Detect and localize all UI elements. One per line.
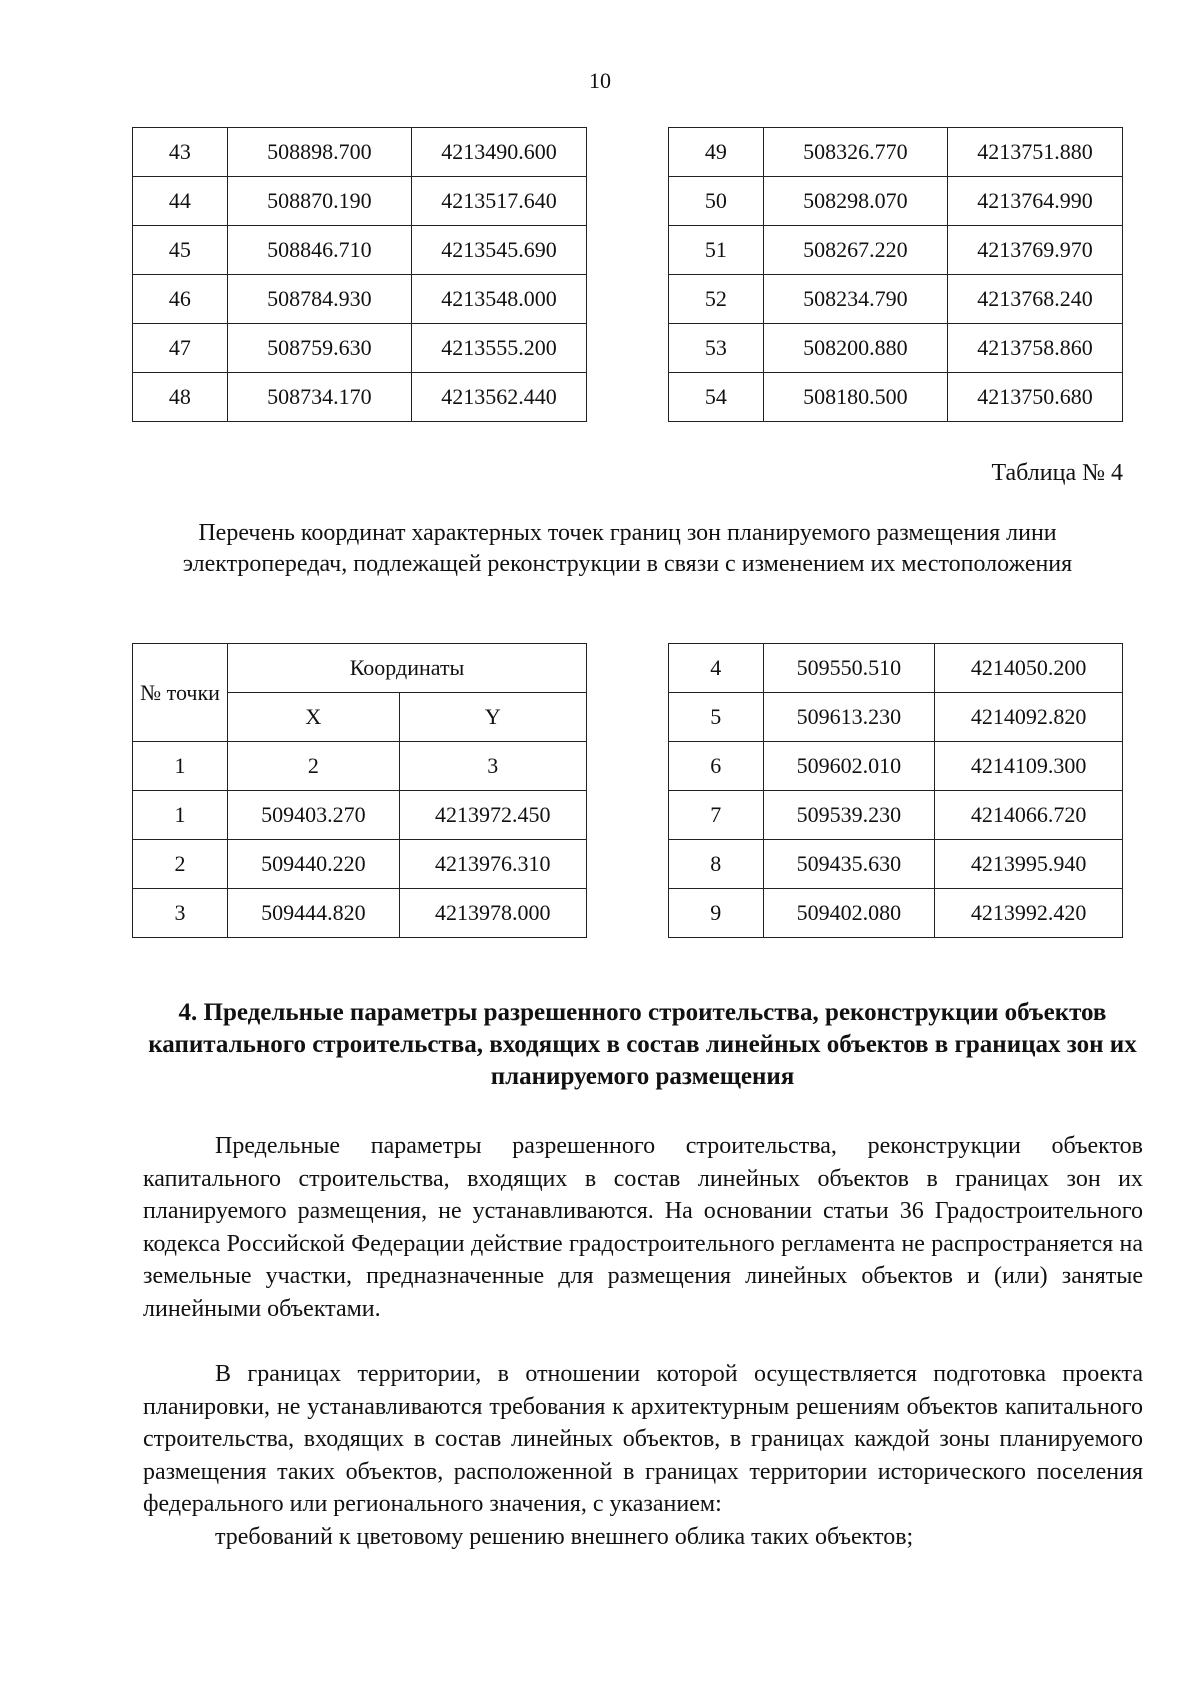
table-header-row (133, 644, 587, 693)
column-number-cell: 1 (133, 742, 228, 791)
x-coordinate-cell: 509444.820 (228, 889, 400, 938)
x-coordinate-cell: 509440.220 (228, 840, 400, 889)
x-coordinate-cell: 508234.790 (763, 275, 947, 324)
coordinates-table-top-right (668, 127, 1123, 422)
x-coordinate-cell: 508846.710 (227, 226, 411, 275)
table-row (669, 275, 1123, 324)
x-coordinate-cell: 508870.190 (227, 177, 411, 226)
point-number-cell: 8 (669, 840, 764, 889)
point-number-cell: 46 (133, 275, 228, 324)
point-number-cell: 9 (669, 889, 764, 938)
y-coordinate-cell: 4213555.200 (412, 324, 587, 373)
body-text-block-2 (143, 1358, 1143, 1553)
paragraph: Предельные параметры разрешенного строительства, реконструкции объектов капитального строительства, входящих в состав линейных объектов в границах зон их планируемого размещения, не устанавливаются. На основании статьи 36 Градостроительного кодекса Российской Федерации действие градостроительного регламента не распространяется на земельные участки, предназначенные для размещения линейных объектов и (или) занятые линейными объектами. (143, 1133, 1143, 1322)
point-number-cell: 3 (133, 889, 228, 938)
point-number-cell: 44 (133, 177, 228, 226)
point-number-cell: 52 (669, 275, 764, 324)
table-4-right (668, 643, 1123, 938)
y-coordinate-cell: 4213769.970 (948, 226, 1123, 275)
table-row (133, 324, 587, 373)
table-row (133, 840, 587, 889)
point-number-cell: 7 (669, 791, 764, 840)
point-number-cell: 6 (669, 742, 764, 791)
column-number-cell: 3 (399, 742, 586, 791)
table-row (669, 791, 1123, 840)
x-coordinate-cell: 509435.630 (763, 840, 935, 889)
x-coordinate-cell: 508759.630 (227, 324, 411, 373)
column-number-cell: 2 (228, 742, 400, 791)
y-coordinate-cell: 4214050.200 (935, 644, 1123, 693)
point-number-cell: 50 (669, 177, 764, 226)
x-coordinate-cell: 508200.880 (763, 324, 947, 373)
table-row (133, 275, 587, 324)
section-heading: 4. Предельные параметры разрешенного строительства, реконструкции объектов капитального строительства, входящих в состав линейных объектов в границах зон их планируемого размещения (148, 999, 1137, 1090)
table-row (133, 791, 587, 840)
table-row (669, 889, 1123, 938)
x-coordinate-cell: 508784.930 (227, 275, 411, 324)
x-coordinate-cell: 509403.270 (228, 791, 400, 840)
x-coordinate-cell: 509550.510 (763, 644, 935, 693)
x-coordinate-cell: 509613.230 (763, 693, 935, 742)
point-number-cell: 43 (133, 128, 228, 177)
paragraph: В границах территории, в отношении которой осуществляется подготовка проекта планировки, не устанавливаются требования к архитектурным решениям объектов капитального строительства, входящих в состав линейных объектов, в границах каждой зоны планируемого размещения таких объектов, расположенной в границах территории исторического поселения федерального или регионального значения, с указанием: (143, 1361, 1143, 1517)
x-coordinate-cell: 508267.220 (763, 226, 947, 275)
table-4-left (132, 643, 587, 938)
page-number: 10 (589, 68, 611, 93)
y-coordinate-cell: 4213992.420 (935, 889, 1123, 938)
point-number-cell: 53 (669, 324, 764, 373)
y-coordinate-cell: 4213764.990 (948, 177, 1123, 226)
header-x: X (228, 693, 400, 742)
y-coordinate-cell: 4213562.440 (412, 373, 587, 422)
point-number-cell: 45 (133, 226, 228, 275)
table-row (133, 177, 587, 226)
y-coordinate-cell: 4213768.240 (948, 275, 1123, 324)
y-coordinate-cell: 4213548.000 (412, 275, 587, 324)
table-row (669, 128, 1123, 177)
y-coordinate-cell: 4213995.940 (935, 840, 1123, 889)
body-text-block-1 (143, 1130, 1143, 1325)
x-coordinate-cell: 508180.500 (763, 373, 947, 422)
table-4-label: Таблица № 4 (991, 460, 1123, 486)
coordinates-table-top-left (132, 127, 587, 422)
y-coordinate-cell: 4214109.300 (935, 742, 1123, 791)
table-row (669, 840, 1123, 889)
table-row (669, 324, 1123, 373)
y-coordinate-cell: 4213517.640 (412, 177, 587, 226)
table-row (133, 373, 587, 422)
table-row (669, 373, 1123, 422)
point-number-cell: 2 (133, 840, 228, 889)
table-row (133, 226, 587, 275)
table-row (669, 644, 1123, 693)
x-coordinate-cell: 509402.080 (763, 889, 935, 938)
y-coordinate-cell: 4213978.000 (399, 889, 586, 938)
y-coordinate-cell: 4213972.450 (399, 791, 586, 840)
y-coordinate-cell: 4213490.600 (412, 128, 587, 177)
y-coordinate-cell: 4213758.860 (948, 324, 1123, 373)
paragraph: требований к цветовому решению внешнего облика таких объектов; (215, 1523, 914, 1550)
x-coordinate-cell: 508898.700 (227, 128, 411, 177)
point-number-cell: 5 (669, 693, 764, 742)
y-coordinate-cell: 4213545.690 (412, 226, 587, 275)
table-row (669, 693, 1123, 742)
table-row (669, 742, 1123, 791)
point-number-cell: 49 (669, 128, 764, 177)
table-4-caption: Перечень координат характерных точек границ зон планируемого размещения лини электропередач, подлежащей реконструкции в связи с изменением их местоположения (182, 520, 1073, 577)
x-coordinate-cell: 509539.230 (763, 791, 935, 840)
y-coordinate-cell: 4213750.680 (948, 373, 1123, 422)
table-row (133, 128, 587, 177)
x-coordinate-cell: 508298.070 (763, 177, 947, 226)
header-y: Y (399, 693, 586, 742)
point-number-cell: 1 (133, 791, 228, 840)
x-coordinate-cell: 509602.010 (763, 742, 935, 791)
point-number-cell: 48 (133, 373, 228, 422)
table-row (669, 226, 1123, 275)
point-number-cell: 47 (133, 324, 228, 373)
point-number-cell: 51 (669, 226, 764, 275)
point-number-cell: 4 (669, 644, 764, 693)
y-coordinate-cell: 4214066.720 (935, 791, 1123, 840)
x-coordinate-cell: 508326.770 (763, 128, 947, 177)
header-point-number: № точки (133, 644, 228, 742)
y-coordinate-cell: 4213976.310 (399, 840, 586, 889)
header-coordinates: Координаты (228, 644, 587, 693)
column-numbering-row (133, 742, 587, 791)
x-coordinate-cell: 508734.170 (227, 373, 411, 422)
point-number-cell: 54 (669, 373, 764, 422)
table-row (133, 889, 587, 938)
table-row (669, 177, 1123, 226)
y-coordinate-cell: 4213751.880 (948, 128, 1123, 177)
y-coordinate-cell: 4214092.820 (935, 693, 1123, 742)
